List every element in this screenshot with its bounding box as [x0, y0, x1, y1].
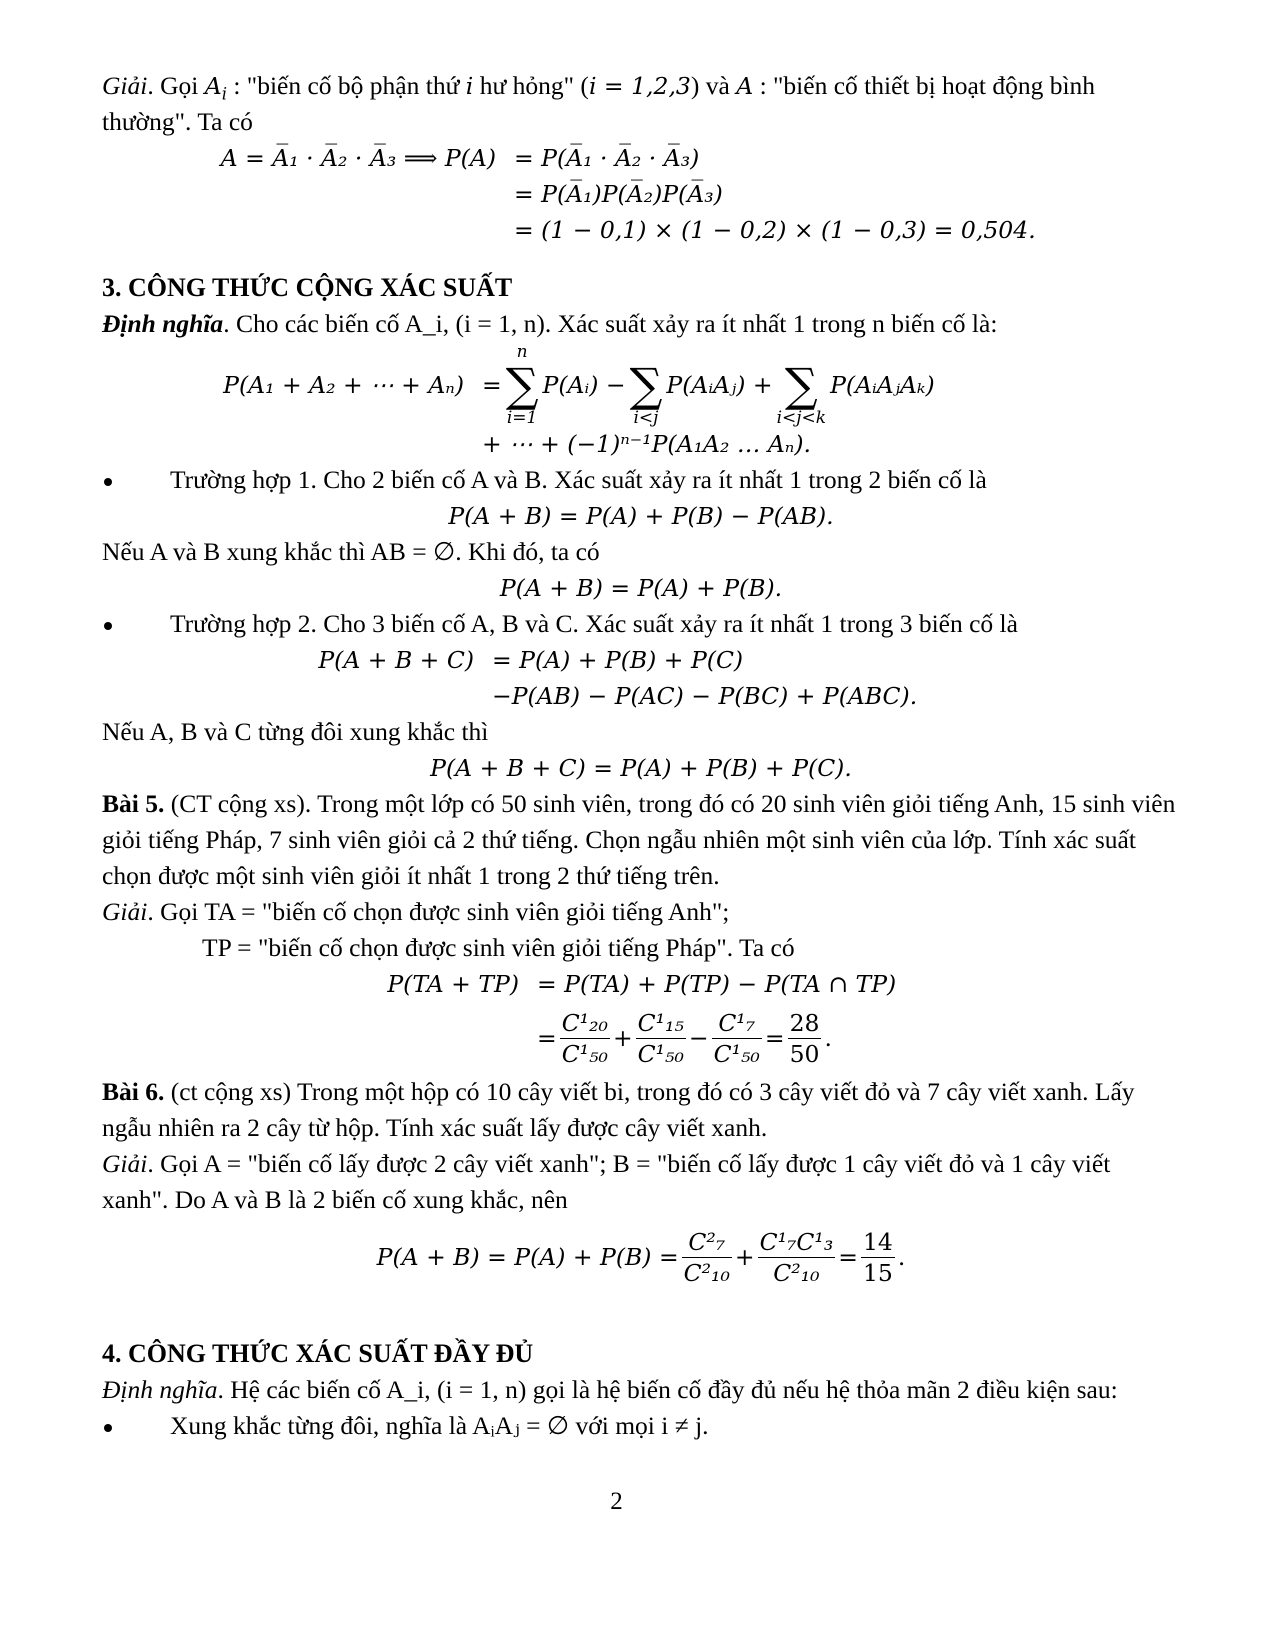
- exercise-5-solution-2: TP = "biến cố chọn được sinh viên giỏi tiếng Pháp". Ta có: [202, 933, 795, 962]
- formula-line2: + ⋯ + (−1)ⁿ⁻¹P(A₁A₂ … Aₙ).: [482, 430, 811, 458]
- case-1-bullet: Trường hợp 1. Cho 2 biến cố A và B. Xác suất xảy ra ít nhất 1 trong 2 biến cố là: [102, 462, 1180, 498]
- ex5-lhs: P(TA + TP): [387, 970, 519, 998]
- sum-upper-limit: n: [516, 342, 528, 362]
- fraction-result: [861, 1227, 895, 1288]
- formula-term: P(AᵢAⱼ) +: [666, 371, 773, 399]
- intro-paragraph: [102, 68, 1180, 140]
- fraction-denominator: 50: [789, 1039, 820, 1068]
- fraction-denominator: C²₁₀: [683, 1258, 730, 1287]
- sum-symbol: ∑ i<j<k: [776, 358, 827, 428]
- solution-label: Giải: [102, 1149, 148, 1178]
- intro-text: : "biến cố thiết bị hoạt động bình thường". Ta có: [102, 71, 1096, 136]
- document-page: [102, 68, 1180, 1444]
- case-2-bullet: Trường hợp 2. Cho 3 biến cố A, B và C. Xác suất xảy ra ít nhất 1 trong 3 biến cố là: [102, 606, 1180, 642]
- section-4-heading: 4. CÔNG THỨC XÁC SUẤT ĐẦY ĐỦ: [102, 1339, 534, 1368]
- exercise-label: Bài 6.: [102, 1077, 165, 1106]
- formula-term: P(AᵢAⱼAₖ): [830, 371, 935, 399]
- definition-label: Định nghĩa: [102, 1375, 218, 1404]
- equals-sign: =: [838, 1243, 858, 1271]
- case-2-line2: −P(AB) − P(AC) − P(BC) + P(ABC).: [492, 682, 918, 710]
- fraction-numerator: C¹₂₀: [561, 1008, 608, 1037]
- definition-label: Định nghĩa: [102, 309, 224, 338]
- ex6-lhs: P(A + B) = P(A) + P(B) =: [376, 1243, 679, 1271]
- exercise-5-solution: [102, 894, 1180, 930]
- exercise-6-solution: [102, 1146, 1180, 1218]
- intro-text: . Gọi: [147, 71, 205, 100]
- fraction-numerator: C¹₇C¹₃: [759, 1227, 834, 1256]
- case-1-equation: P(A + B) = P(A) + P(B) − P(AB).: [448, 502, 834, 530]
- exercise-6-equation: P(A + B) = P(A) + P(B) = $\frac{\text{C²₇}}{\text{C²₁₀}}$ + $\frac{\text{C¹₇C¹₃}}{\text{C²₁₀}}$ = $\frac{14}{15}$ .: [376, 1227, 906, 1287]
- solution-text: . Gọi A = "biến cố lấy được 2 cây viết xanh"; B = "biến cố lấy được 1 cây viết đỏ và 1 cây viết xanh". Do A và B là 2 biến cố xung khắc, nên: [102, 1149, 1111, 1214]
- sum-lower-limit: i<j<k: [776, 408, 827, 428]
- fraction: [560, 1008, 610, 1069]
- fraction: [636, 1008, 686, 1069]
- fraction-denominator: C¹₅₀: [637, 1039, 684, 1068]
- equals-sign: =: [482, 371, 502, 399]
- formula-term: P(Aᵢ) −: [542, 371, 626, 399]
- minus-sign: −: [688, 1024, 709, 1052]
- fraction-result: [788, 1008, 822, 1069]
- sum-symbol: ∑ i<j: [629, 358, 663, 428]
- fraction-denominator: C²₁₀: [773, 1258, 820, 1287]
- sum-lower-limit: i<j: [633, 408, 659, 428]
- case-1-note: Nếu A và B xung khắc thì AB = ∅. Khi đó, ta có: [102, 537, 600, 566]
- page-number: 2: [610, 1488, 623, 1515]
- fraction-denominator: C¹₅₀: [561, 1039, 608, 1068]
- section-3-definition: [102, 306, 1180, 342]
- exercise-text: (ct cộng xs) Trong một hộp có 10 cây viết bi, trong đó có 3 cây viết đỏ và 7 cây viết xanh. Lấy ngẫu nhiên ra 2 cây từ hộp. Tính xác suất lấy được cây viết xanh.: [102, 1077, 1135, 1142]
- case-2-line1: = P(A) + P(B) + P(C): [492, 646, 744, 674]
- section-4-bullet-1: Xung khắc từng đôi, nghĩa là AᵢAⱼ = ∅ với mọi i ≠ j.: [102, 1408, 1180, 1444]
- fraction-numerator: C¹₁₅: [637, 1008, 684, 1037]
- eq1-line3: = (1 − 0,1) × (1 − 0,2) × (1 − 0,3) = 0,504.: [514, 216, 1036, 244]
- case-1-equation-2: P(A + B) = P(A) + P(B).: [499, 574, 783, 602]
- section-4-definition: [102, 1372, 1180, 1408]
- case-2-equation: [102, 642, 1180, 714]
- plus-sign: +: [734, 1243, 755, 1271]
- index-i: i: [465, 72, 474, 100]
- sum-lower-limit: i=1: [506, 408, 538, 428]
- fraction-numerator: 14: [862, 1227, 893, 1256]
- formula-lhs: P(A₁ + A₂ + ⋯ + Aₙ): [223, 371, 464, 399]
- fraction-numerator: C²₇: [682, 1227, 732, 1258]
- fraction: [682, 1227, 732, 1288]
- exercise-label: Bài 5.: [102, 789, 165, 818]
- exercise-text: (CT cộng xs). Trong một lớp có 50 sinh viên, trong đó có 20 sinh viên giỏi tiếng Anh, 15 sinh viên giỏi tiếng Pháp, 7 sinh viên giỏi cả 2 thứ tiếng. Chọn ngẫu nhiên một sinh viên của lớp. Tính xác suất chọn được một sinh viên giỏi ít nhất 1 trong 2 thứ tiếng trên.: [102, 789, 1176, 890]
- equals-sign: =: [764, 1024, 785, 1052]
- event-a: A: [736, 72, 754, 100]
- exercise-6: [102, 1074, 1180, 1146]
- section-3-heading: 3. CÔNG THỨC CỘNG XÁC SUẤT: [102, 273, 513, 302]
- fraction-numerator: C¹₇: [712, 1008, 762, 1039]
- solution-label: Giải: [102, 897, 148, 926]
- fraction: [712, 1008, 762, 1069]
- intro-text: : "biến cố bộ phận thứ: [226, 71, 466, 100]
- equation-1: [102, 140, 1180, 248]
- case-2-lhs: P(A + B + C): [318, 646, 474, 674]
- eq1-line2: = P(A̅₁)P(A̅₂)P(A̅₃): [514, 180, 723, 208]
- case-2-note: Nếu A, B và C từng đôi xung khắc thì: [102, 717, 489, 746]
- eq1-lhs: A = A̅₁ · A̅₂ · A̅₃ ⟹ P(A): [220, 144, 496, 172]
- sum-symbol: n ∑ i=1: [505, 342, 539, 428]
- fraction-denominator: C¹₅₀: [713, 1039, 760, 1068]
- case-2-equation-2: P(A + B + C) = P(A) + P(B) + P(C).: [430, 754, 852, 782]
- ex5-line1: = P(TA) + P(TP) − P(TA ∩ TP): [537, 970, 897, 998]
- solution-text: . Gọi TA = "biến cố chọn được sinh viên giỏi tiếng Anh";: [147, 897, 730, 926]
- exercise-5: [102, 786, 1180, 894]
- solution-label: Giải: [102, 71, 148, 100]
- intro-text: hư hỏng" (: [473, 71, 589, 100]
- fraction: [758, 1227, 836, 1288]
- index-range: i = 1,2,3: [588, 72, 691, 100]
- addition-formula: [102, 344, 1180, 462]
- fraction-numerator: 28: [789, 1008, 820, 1037]
- plus-sign: +: [612, 1024, 633, 1052]
- fraction-denominator: 15: [862, 1258, 893, 1287]
- definition-text: . Cho các biến cố A_i, (i = 1, n). Xác suất xảy ra ít nhất 1 trong n biến cố là:: [223, 309, 998, 338]
- equals-sign: =: [537, 1024, 557, 1052]
- eq1-line1: = P(A̅₁ · A̅₂ · A̅₃): [514, 144, 700, 172]
- definition-text: . Hệ các biến cố A_i, (i = 1, n) gọi là hệ biến cố đầy đủ nếu hệ thỏa mãn 2 điều kiện sau:: [217, 1375, 1118, 1404]
- intro-text: ) và: [690, 71, 737, 100]
- event-ai: $A_i$: [204, 72, 227, 104]
- exercise-5-equation: P(TA + TP) = P(TA) + P(TP) − P(TA ∩ TP) = $\frac{\text{C¹₂₀}}{\text{C¹₅₀}}$ + $\frac{\text{C¹₁₅}}{\text{C¹₅₀}}$ − $\frac{\text{C¹₇}}{\text{C¹₅₀}}$ = $\frac{28}{50}$ .: [102, 966, 1180, 1074]
